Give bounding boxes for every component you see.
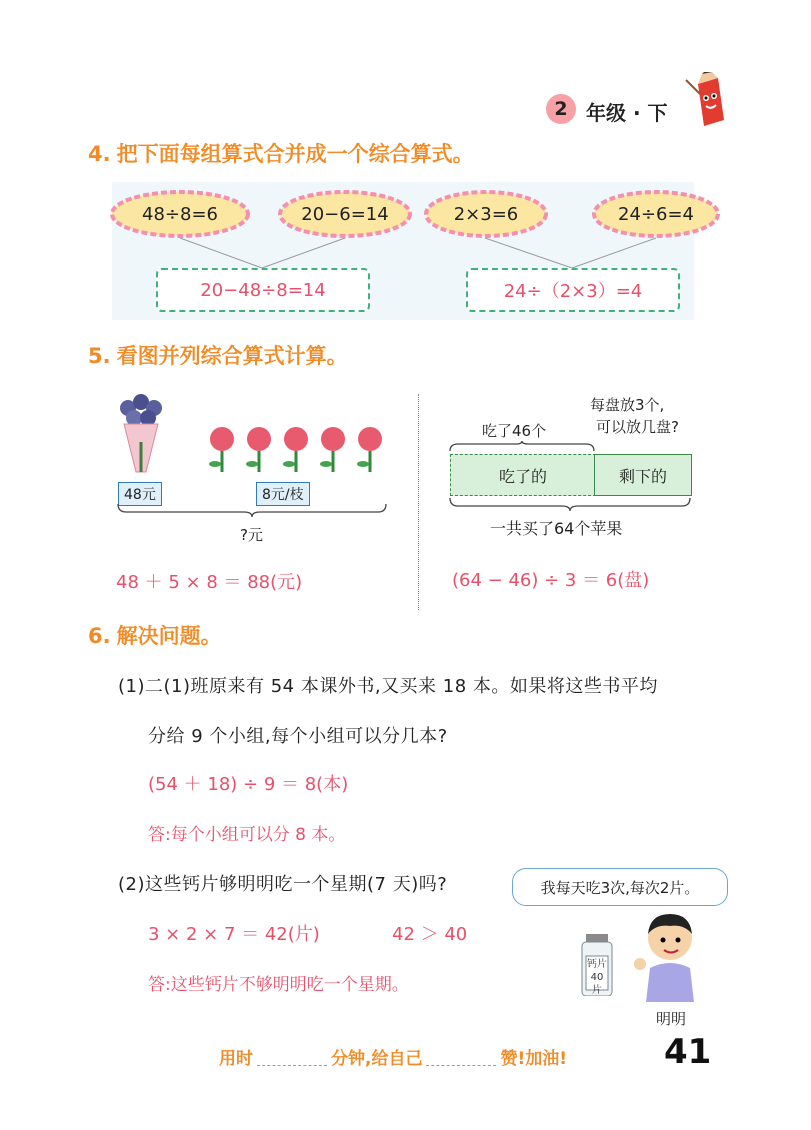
footer-timer: 用时 分钟,给自己 赞!加油! (219, 1049, 567, 1069)
total-apples-label: 一共买了64个苹果 (490, 519, 623, 538)
rose-price-tag: 8元/枝 (256, 482, 310, 506)
section-6-title: 6. 解决问题。 (88, 624, 222, 648)
question-2-calc: 3 × 2 × 7 ＝ 42(片) (148, 924, 320, 945)
ate-label: 吃了46个 (482, 422, 547, 440)
per-plate-label: 每盘放3个, (590, 396, 665, 414)
time-blank (257, 1065, 327, 1066)
calcium-bottle (580, 934, 614, 996)
ate-brace (448, 440, 598, 452)
roses-icon (202, 424, 390, 474)
bottle-label: 钙片 40片 (587, 959, 607, 996)
question-1-line-2: 分给 9 个小组,每个小组可以分几本? (148, 726, 448, 747)
question-2-text: (2)这些钙片够明明吃一个星期(7 天)吗? (118, 874, 448, 895)
total-brace (116, 502, 388, 518)
total-apples-brace (448, 496, 694, 512)
equation-flower-2: 20−6=14 (278, 190, 412, 238)
bouquet-icon (116, 392, 166, 478)
question-1-line-1: (1)二(1)班原来有 54 本课外书,又买来 18 本。如果将这些书平均 (118, 676, 658, 697)
question-1-calc: (54 ＋ 18) ÷ 9 ＝ 8(本) (148, 774, 349, 795)
equation-flower-4: 24÷6=4 (592, 190, 720, 238)
connector-lines (0, 0, 811, 360)
equation-flower-3: 2×3=6 (424, 190, 548, 238)
answer-box-right: 24÷（2×3）=4 (466, 268, 680, 312)
segment-remaining: 剩下的 (594, 454, 692, 496)
equation-flower-1: 48÷8=6 (110, 190, 250, 238)
how-many-plates-label: 可以放几盘? (596, 418, 679, 436)
section-5-title: 5. 看图并列综合算式计算。 (88, 344, 348, 368)
grade-label: 年级 · 下 (586, 101, 668, 125)
question-2-answer: 答:这些钙片不够明明吃一个星期。 (148, 975, 409, 995)
mingming-character-icon (628, 908, 708, 1004)
section-4-title: 4. 把下面每组算式合并成一个综合算式。 (88, 142, 474, 166)
total-label: ?元 (240, 526, 263, 544)
character-name: 明明 (656, 1010, 687, 1028)
question-1-answer: 答:每个小组可以分 8 本。 (148, 825, 346, 845)
page-number: 41 (664, 1032, 712, 1072)
question-2-compare: 42 ＞ 40 (392, 924, 468, 945)
rating-blank (426, 1065, 496, 1066)
answer-box-left: 20−48÷8=14 (156, 268, 370, 312)
section-5-divider (418, 394, 419, 610)
answer-apples: (64 − 46) ÷ 3 ＝ 6(盘) (452, 570, 650, 591)
segment-eaten: 吃了的 (450, 454, 596, 496)
bouquet-price-tag: 48元 (118, 482, 162, 506)
speech-bubble: 我每天吃3次,每次2片。 (512, 868, 728, 906)
grade-badge: 2 (546, 94, 576, 124)
answer-flowers: 48 ＋ 5 × 8 ＝ 88(元) (116, 572, 303, 593)
